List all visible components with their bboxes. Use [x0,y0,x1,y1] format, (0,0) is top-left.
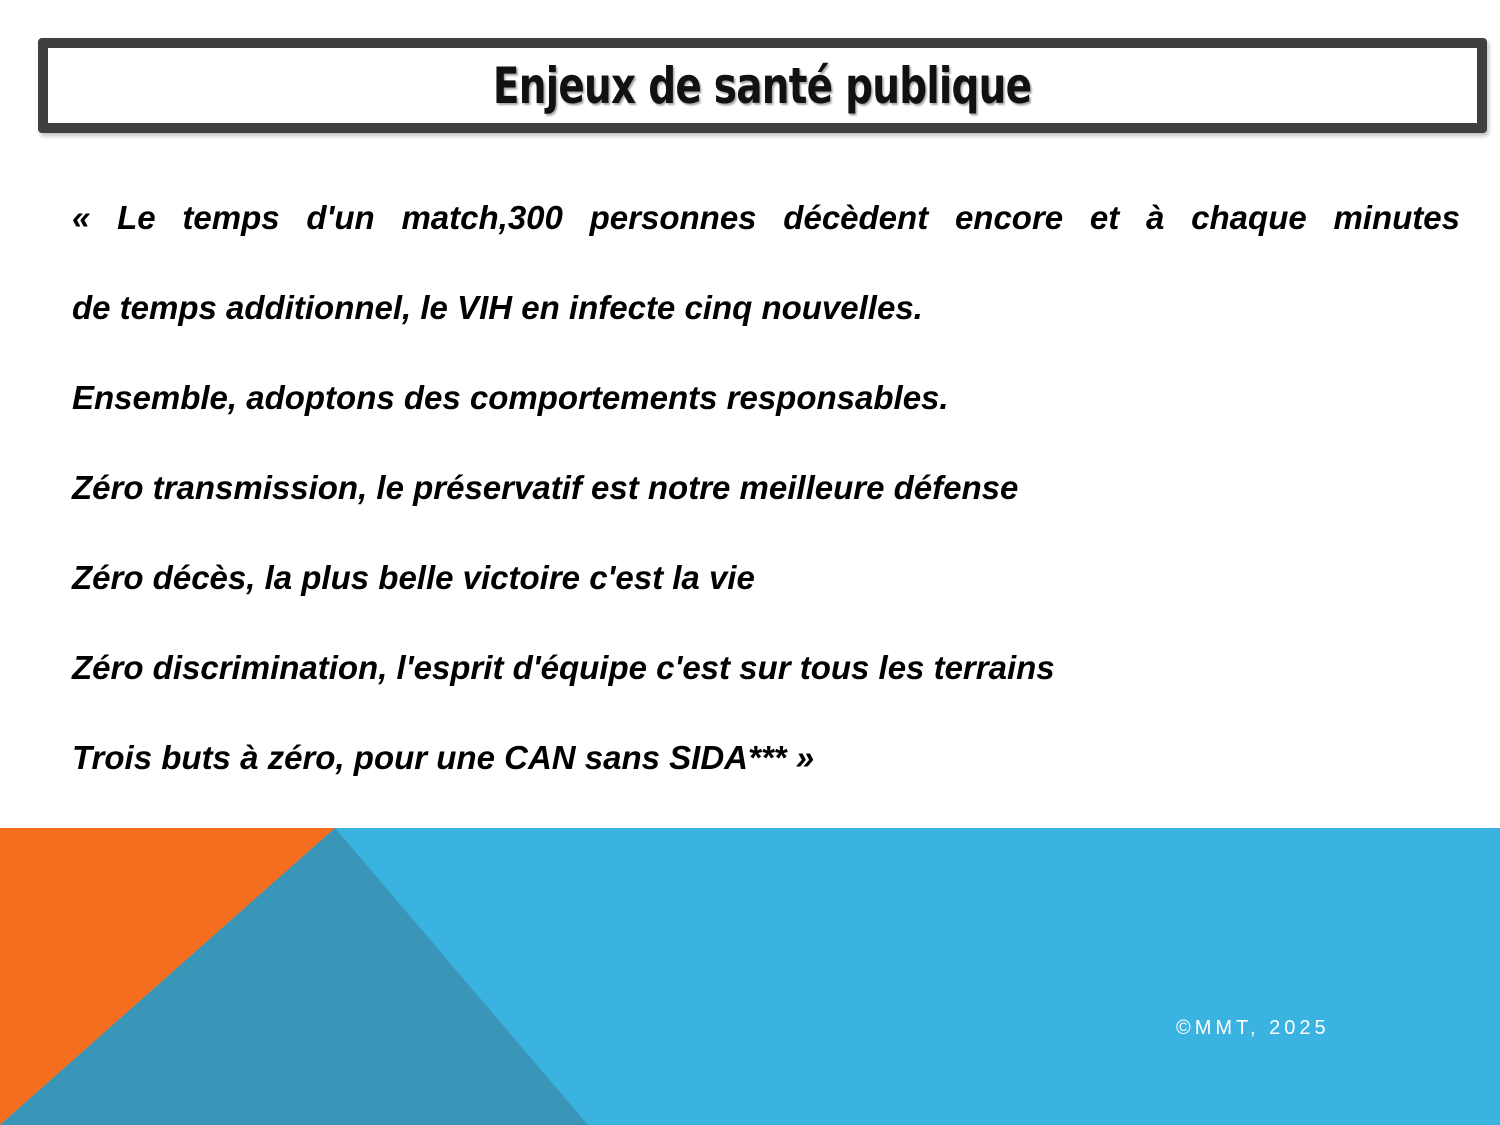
quote-line-7: Trois buts à zéro, pour une CAN sans SIDA*** » [72,739,815,776]
slide-title: Enjeux de santé publique [493,56,1032,115]
quote-line-2: de temps additionnel, le VIH en infecte cinq nouvelles. [72,289,923,326]
quote-line-3: Ensemble, adoptons des comportements responsables. [72,379,949,416]
quote-line-4: Zéro transmission, le préservatif est notre meilleure défense [72,469,1019,506]
slide-title-box [38,38,1487,133]
quote-line-6: Zéro discrimination, l'esprit d'équipe c'est sur tous les terrains [72,649,1055,686]
copyright-text: ©MMT, 2025 [1176,1017,1330,1039]
quote-block [72,173,1460,803]
footer-band [0,828,1500,1125]
quote-line-1: « Le temps d'un match,300 personnes décèdent encore et à chaque minutes [72,199,1460,236]
quote-line-5: Zéro décès, la plus belle victoire c'est la vie [72,559,755,596]
footer-shapes [0,828,1500,1125]
